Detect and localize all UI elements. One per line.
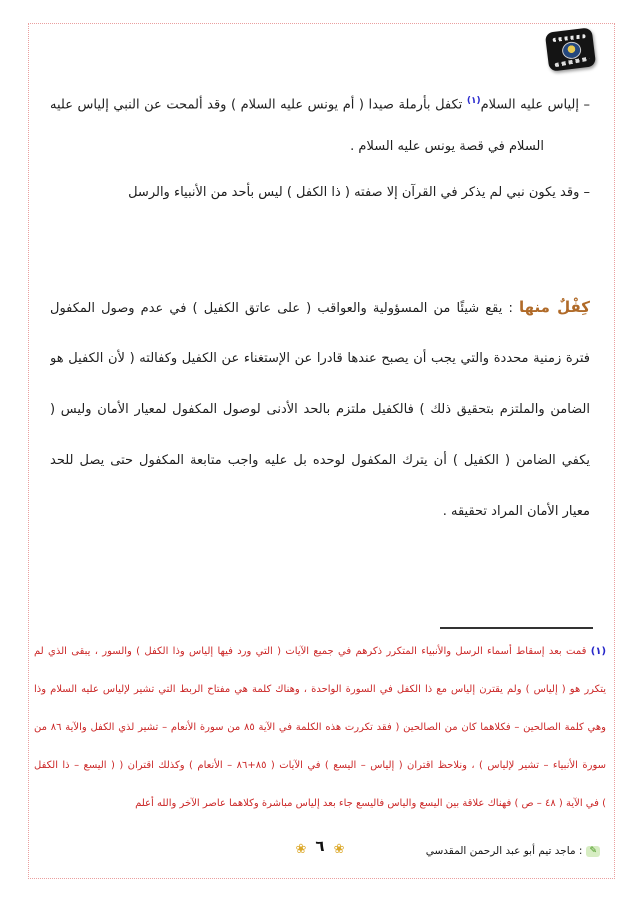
bullet-item-1-line-2: السلام في قصة يونس عليه السلام .: [350, 139, 544, 154]
bullet-item-2: – وقد يكون نبي لم يذكر في القرآن إلا صفته ( ذا الكفل ) ليس بأحد من الأنبياء والرسل: [128, 185, 590, 200]
footnote-line-1: [34, 633, 606, 671]
pen-icon: ✎: [586, 846, 600, 857]
footnote-line-1-text: قمت بعد إسقاط أسماء الرسل والأنبياء المتكرر ذكرهم في جميع الآيات ( التي ورد فيها إلياس وذا الكفل ) والسور ، يبقى الذي لم: [34, 646, 587, 657]
footnote-line-2: يتكرر هو ( إلياس ) ولم يقترن إلياس مع ذا الكفل في السورة الواحدة ، وهناك كلمة هي مفتاح الربط التي تشير لإلياس عليه السلام وذا: [34, 684, 606, 695]
bullet1-text-rest: تكفل بأرملة صيدا ( أم يونس عليه السلام ) وقد ألمحت عن النبي إلياس عليه: [50, 97, 463, 113]
footnote-separator-line: [440, 627, 593, 629]
stamp-emblem-icon: [561, 41, 582, 60]
paragraph-line-4: يكفي الضامن ( الكفيل ) أن يترك المكفول لوحده بل عليه واجب متابعة المكفول حتى يصل للحد: [50, 453, 590, 468]
footnote-number-marker: (١): [590, 646, 606, 657]
paragraph-line-5: معيار الأمان المراد تحقيقه .: [442, 504, 590, 519]
paragraph-line-2: فترة زمنية محددة والتي يجب أن يصبح عندها قادرا عن الإستغناء عن الكفيل وكفالته ( لأن الكفيل هو: [50, 351, 590, 366]
author-name: : ماجد تيم أبو عبد الرحمن المقدسي: [425, 845, 583, 857]
bullet-list: [50, 78, 590, 216]
keyword-kifl-minha: كِفْلٌ منها: [518, 298, 590, 316]
footnote-line-4: سورة الأنبياء – تشير لإلياس ) ، ونلاحظ اقتران ( إلياس – اليسع ) في الآيات ( ٨٥+٨٦ – الأنعام ) وكذلك اقتران ( ( اليسع – ذا الكفل: [34, 760, 606, 771]
bullet1-text-start: – إلياس عليه السلام: [480, 97, 590, 113]
paragraph-line-1: [50, 282, 590, 333]
footnote-reference-marker: (١): [466, 96, 481, 106]
flower-ornament-icon: ❀: [295, 842, 307, 857]
bullet-item-1-line-1: [50, 78, 590, 124]
footnote-block: [34, 633, 606, 823]
stamp-top-script-decoration: [552, 34, 585, 42]
footnote-line-5: ) في الآية ( ٤٨ – ص ) فهناك علاقة بين اليسع والياس فاليسع جاء بعد إلياس مباشرة وكلاهما عاصر الآخر والله أعلم: [135, 798, 606, 809]
kifl-definition-paragraph: [50, 282, 590, 537]
author-credit: [426, 845, 600, 857]
paragraph-line-1-text: : يقع شيئًا من المسؤولية والعواقب ( على عاتق الكفيل ) في عدم وصول المكفول: [50, 301, 513, 316]
paragraph-line-3: الضامن والملتزم بتحقيق ذلك ) فالكفيل ملتزم بالحد الأدنى لوصول المكفول لمعيار الأمان وليس (: [50, 402, 590, 417]
flower-ornament-icon: ❀: [333, 842, 345, 857]
footnote-line-3: وهي كلمة الصالحين – فكلاهما كان من الصالحين ( فقد تكررت هذه الكلمة في الآية ٨٥ من سورة الأنعام – تشير لذي الكفل والآية ٨٦ من: [34, 722, 606, 733]
page-number: ٦: [315, 837, 325, 855]
publisher-stamp-logo: [545, 27, 596, 71]
